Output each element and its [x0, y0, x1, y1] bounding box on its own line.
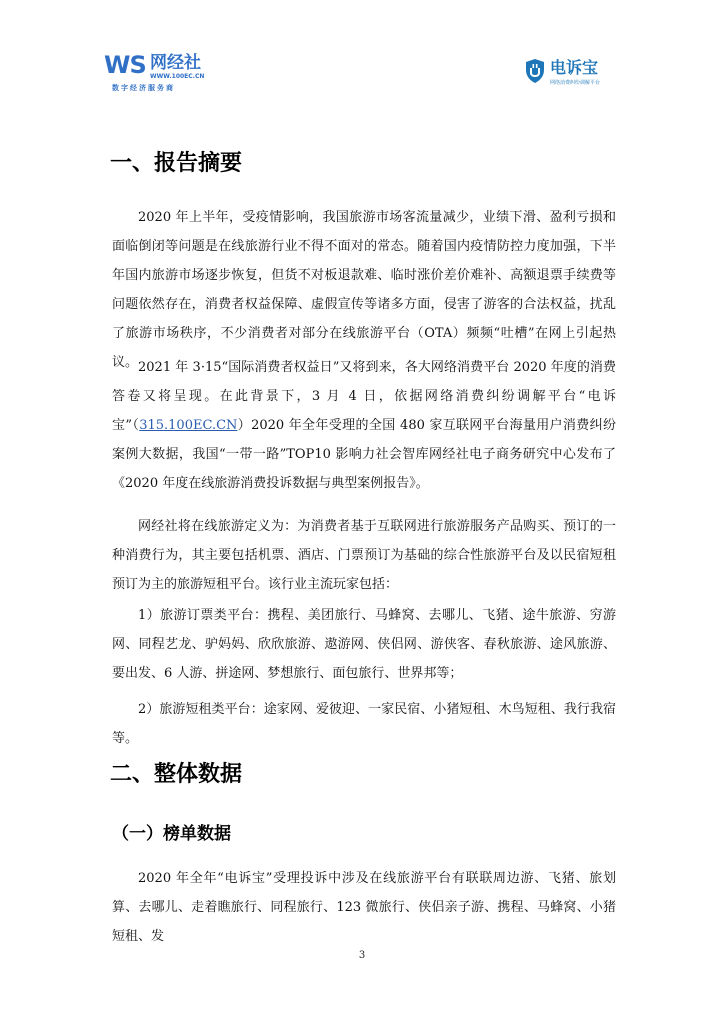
logo-name: 网经社: [150, 53, 201, 73]
section-1-heading: 一、报告摘要: [110, 151, 243, 176]
logo-right-subtitle: 网络消费纠纷调解平台: [550, 80, 601, 86]
page-header: [0, 0, 724, 110]
paragraph-2-text-a: 2021 年 3·15“国际消费者权益日”又将到来，各大网络消费平台 2020 年度的消费答卷又将呈现。在此背景下，3 月 4 日，依据网络消费纠纷调解平台“电诉宝”（: [112, 360, 616, 433]
summary-paragraph-4: 1）旅游订票类平台：携程、美团旅行、马蜂窝、去哪儿、飞猪、途牛旅游、穷游网、同程艺龙、驴妈妈、欣欣旅游、遨游网、侠侣网、游侠客、春秋旅游、途风旅游、要出发、6 人游、拼途网、梦想旅行、面包旅行、世界邦等；: [112, 608, 616, 681]
section-2-heading: 二、整体数据: [110, 762, 243, 787]
logo-mark-text: WS: [104, 51, 146, 79]
wangjingshe-logo: [104, 52, 214, 96]
logo-right-name: 电诉宝: [550, 58, 599, 77]
summary-paragraph-3: 网经社将在线旅游定义为：为消费者基于互联网进行旅游服务产品购买、预订的一种消费行为，其主要包括机票、酒店、门票预订为基础的综合性旅游平台及以民宿短租预订为主的旅游短租平台。该行业主流玩家包括：: [112, 519, 616, 592]
summary-paragraph-5: 2）旅游短租类平台：途家网、爱彼迎、一家民宿、小猪短租、木鸟短租、我行我宿等。: [112, 702, 616, 746]
paragraph-2-text-b: ）2020 年全年受理的全国 480 家互联网平台海量用户消费纠纷案例大数据，我国“一带一路”TOP10 影响力社会智库网经社电子商务研究中心发布了《2020 年度在线旅游消费投诉数据与典型案例报告》。: [112, 418, 616, 491]
summary-paragraph-2: [112, 353, 616, 498]
ws-logo-mark: [104, 52, 146, 78]
ranking-paragraph: 2020 年全年“电诉宝”受理投诉中涉及在线旅游平台有联联周边游、飞猪、旅划算、去哪儿、走着瞧旅行、同程旅行、123 微旅行、侠侣亲子游、携程、马蜂窝、小猪短租、发: [112, 871, 616, 944]
diansubao-link[interactable]: 315.100EC.CN: [139, 418, 238, 433]
summary-paragraph-1: 2020 年上半年，受疫情影响，我国旅游市场客流量减少，业绩下滑、盈利亏损和面临倒闭等问题是在线旅游行业不得不面对的常态。随着国内疫情防控力度加强，下半年国内旅游市场逐步恢复，但货不对板退款难、临时涨价差价难补、高额退票手续费等问题依然存在，消费者权益保障、虚假宣传等诸多方面，侵害了游客的合法权益，扰乱了旅游市场秩序，不少消费者对部分在线旅游平台（OTA）频频“吐槽”在网上引起热议。: [112, 210, 616, 370]
shield-icon: [524, 58, 546, 84]
subsection-heading: （一）榜单数据: [112, 824, 231, 844]
page-number: 3: [358, 950, 366, 961]
diansubao-logo: [524, 58, 624, 94]
logo-slogan: 数字经济服务商: [112, 84, 175, 92]
logo-url: WWW.100EC.CN: [150, 73, 205, 80]
